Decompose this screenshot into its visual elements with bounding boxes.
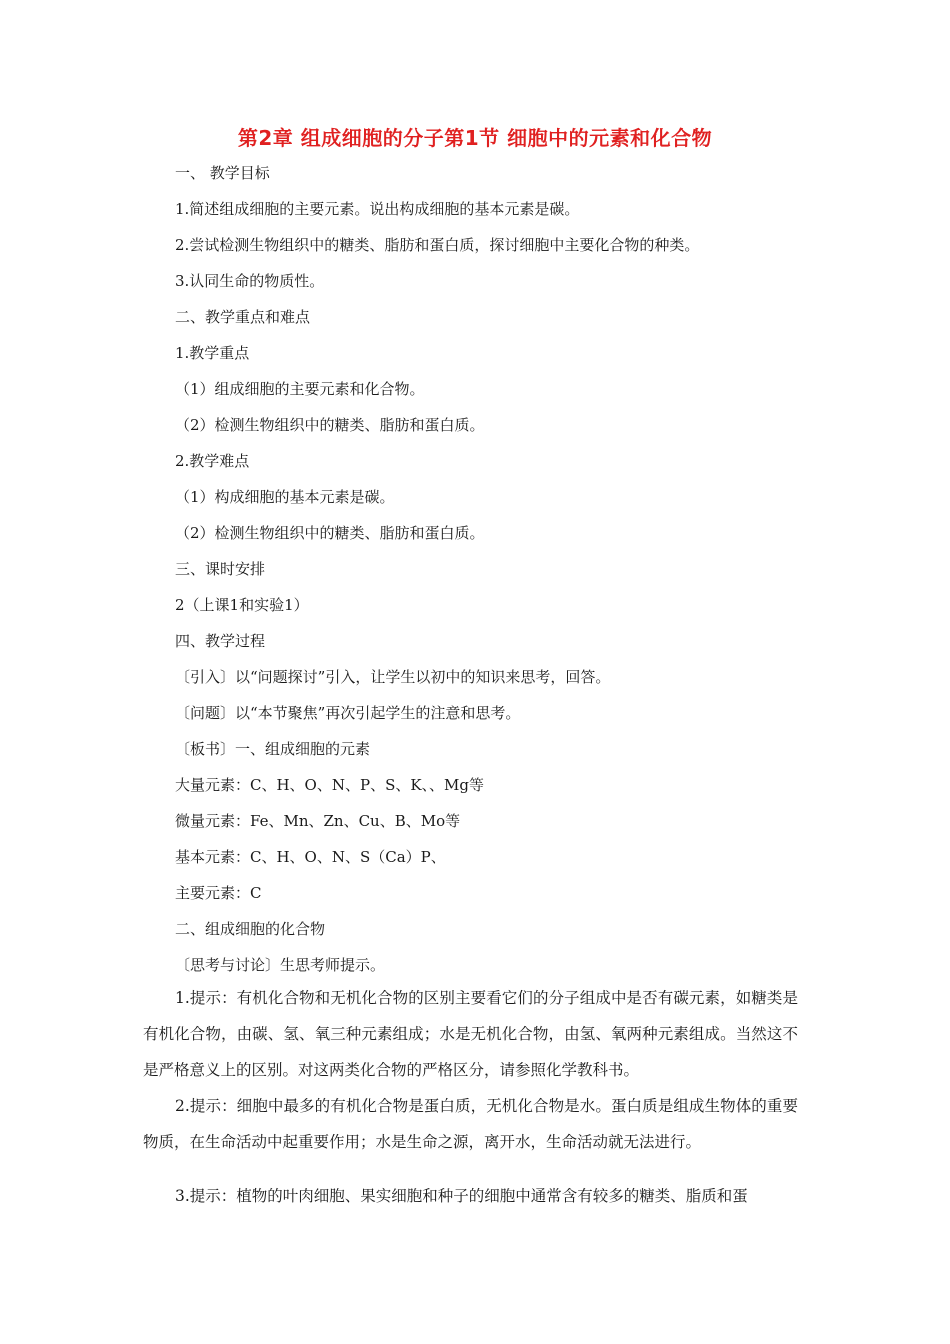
process-step: 〔问题〕以“本节聚焦”再次引起学生的注意和思考。: [175, 704, 521, 722]
paragraph: 1.提示：有机化合物和无机化合物的区别主要看它们的分子组成中是否有碳元素，如糖类是有机化合物，由碳、氢、氧三种元素组成；水是无机化合物，由氢、氧两种元素组成。当然这不是严格意义上的区别。对这两类化合物的严格区分，请参照化学教科书。: [143, 989, 798, 1079]
element-line: 主要元素：C: [175, 884, 262, 902]
element-line: 微量元素：Fe、Mn、Zn、Cu、B、Mo等: [175, 812, 461, 830]
objective-item: 2.尝试检测生物组织中的糖类、脂肪和蛋白质，探讨细胞中主要化合物的种类。: [175, 236, 700, 254]
subheading-difficulties: 2.教学难点: [175, 452, 250, 470]
list-item: （1）组成细胞的主要元素和化合物。: [175, 380, 425, 398]
list-item: （2）检测生物组织中的糖类、脂肪和蛋白质。: [175, 524, 485, 542]
paragraph: 2.提示：细胞中最多的有机化合物是蛋白质，无机化合物是水。蛋白质是组成生物体的重要物质，在生命活动中起重要作用；水是生命之源，离开水，生命活动就无法进行。: [143, 1097, 798, 1151]
schedule-text: 2（上课1和实验1）: [175, 596, 309, 614]
section-heading-process: 四、教学过程: [175, 632, 266, 650]
list-item: （2）检测生物组织中的糖类、脂肪和蛋白质。: [175, 416, 485, 434]
section-heading-key-points: 二、教学重点和难点: [175, 308, 311, 326]
discussion-line: 〔思考与讨论〕生思考师提示。: [175, 956, 386, 974]
section-heading-objectives: 一、 教学目标: [175, 164, 270, 182]
paragraph: 3.提示：植物的叶肉细胞、果实细胞和种子的细胞中通常含有较多的糖类、脂质和蛋: [175, 1187, 748, 1205]
subheading-key-points: 1.教学重点: [175, 344, 250, 362]
subheading-compounds: 二、组成细胞的化合物: [175, 920, 326, 938]
process-step: 〔引入〕以“问题探讨”引入，让学生以初中的知识来思考，回答。: [175, 668, 611, 686]
process-step: 〔板书〕一、组成细胞的元素: [175, 740, 371, 758]
section-heading-schedule: 三、课时安排: [175, 560, 266, 578]
element-line: 大量元素：C、H、O、N、P、S、K、、Mg等: [175, 776, 485, 794]
page-title: 第2章 组成细胞的分子第1节 细胞中的元素和化合物: [237, 126, 713, 150]
element-line: 基本元素：C、H、O、N、S（Ca）P、: [175, 848, 446, 866]
objective-item: 1.简述组成细胞的主要元素。说出构成细胞的基本元素是碳。: [175, 200, 580, 218]
objective-item: 3.认同生命的物质性。: [175, 272, 325, 290]
list-item: （1）构成细胞的基本元素是碳。: [175, 488, 395, 506]
